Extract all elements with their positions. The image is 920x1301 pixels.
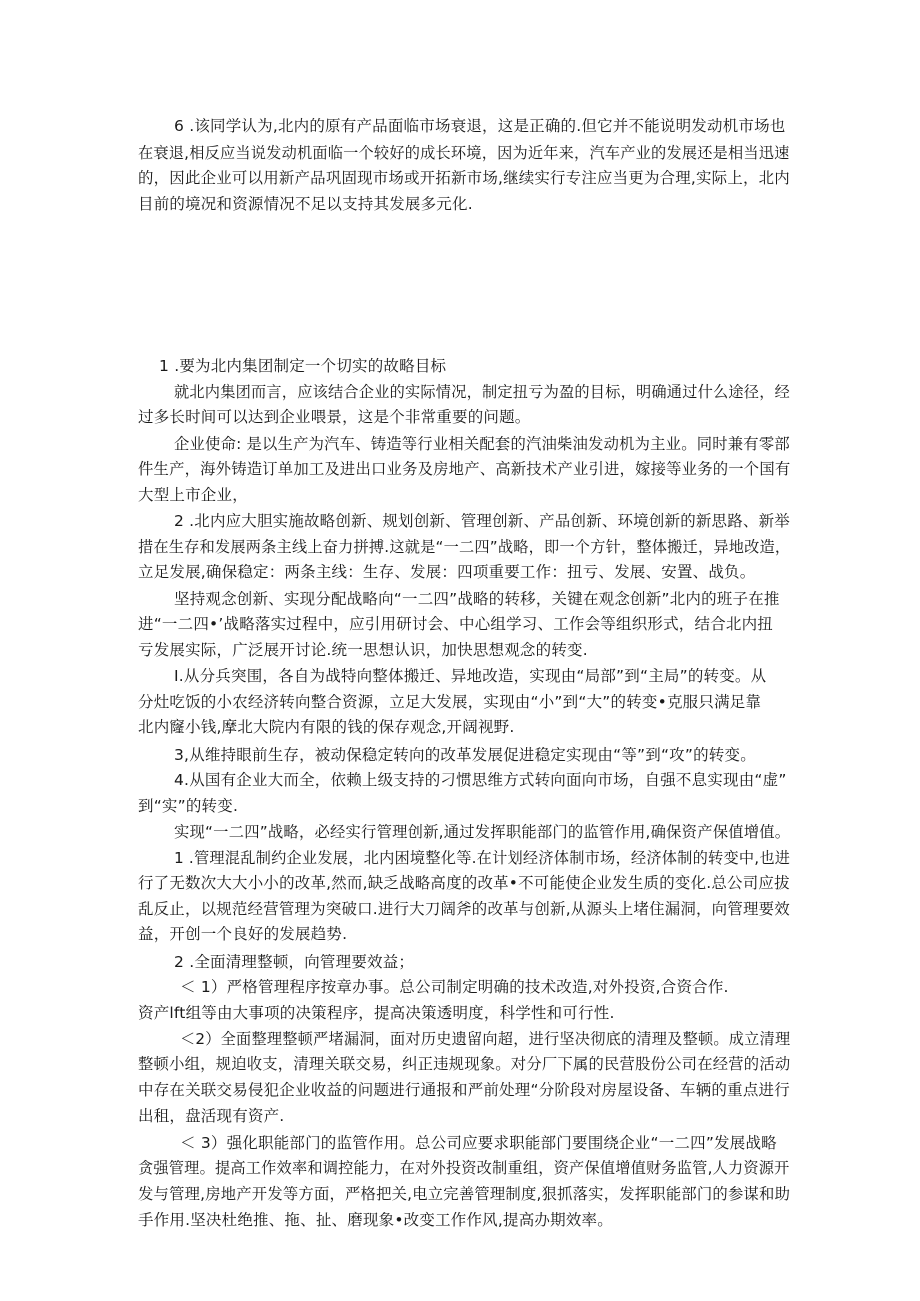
- text-line: 就北内集团而言，应该结合企业的实际情况，制定扭亏为盈的目标，明确通过什么途径，经: [174, 383, 791, 401]
- text-line: 整顿小组，规迫收支，清理关联交易，纠正违规现象。对分厂下属的民营股份公司在经营的活动: [138, 1055, 791, 1073]
- text-line: 北内窿小钱,摩北大院内有限的钱的保存观念,开阔视野.: [138, 718, 515, 736]
- text-line: 分灶吃饭的小农经济转向整合资源，立足大发展，实现由“小”到“大”的转变•克服只满足靠: [138, 693, 762, 711]
- text-line: ＜ 3）强化职能部门的监管作用。总公司应要求职能部门要围绕企业“一二四”发展战略: [180, 1134, 777, 1152]
- text-line: 立足发展,确保稳定：两条主线：生存、发展：四项重要工作：扭亏、发展、安置、战负。: [138, 563, 756, 581]
- text-line: 的，因此企业可以用新产品巩固现市场或开拓新市场,继续实行专注应当更为合理,实际上，北内: [138, 169, 790, 187]
- text-line: 在衰退,相反应当说发动机面临一个较好的成长环境，因为近年来，汽车产业的发展还是相当迅速: [138, 144, 790, 162]
- text-line: 中存在关联交易侵犯企业收益的问题进行通报和严前处理“分阶段对房屋设备、车辆的重点进行: [138, 1081, 790, 1099]
- text-line: 1 .管理混乱制约企业发展，北内困境整化等.在计划经济体制市场，经济体制的转变中,也进: [174, 849, 791, 867]
- text-line: 2 .北内应大胆实施故略创新、规划创新、管理创新、产品创新、环境创新的新思路、新举: [174, 512, 790, 530]
- text-line: 到“实”的转变.: [138, 797, 239, 815]
- text-line: 出租，盘活现有资产.: [138, 1107, 285, 1125]
- text-line: 乱反止，以规范经营管理为突破口.进行大刀阔斧的改革与创新,从源头上堵住漏洞，向管理要效: [138, 900, 790, 918]
- text-line: 目前的境况和资源情况不足以支持其发展多元化.: [138, 195, 473, 213]
- text-line: 实现“一二四”战略，必经实行管理创新,通过发挥职能部门的监管作用,确保资产保值增值。: [174, 823, 791, 841]
- text-line: 3,从维持眼前生存，被动保稳定转向的改革发展促进稳定实现由“等”到“攻”的转变。: [174, 746, 756, 764]
- text-line: 资产lft组等由大事项的决策程序，提高决策透明度，科学性和可行性.: [138, 1004, 615, 1022]
- text-line: 发与管理,房地产开发等方面，严格把关,电立完善管理制度,狠抓落实，发挥职能部门的参谋和助: [138, 1185, 791, 1203]
- text-line: 4.从国有企业大而全，依赖上级支持的刁惯思维方式转向面向市场，自强不息实现由“虚”: [174, 771, 787, 789]
- text-line: 企业使命: 是以生产为汽车、铸造等行业相关配套的汽油柴油发动机为主业。同时兼有零部: [174, 435, 790, 453]
- text-line: 1 .要为北内集团制定一个切实的故略目标: [159, 357, 447, 375]
- text-line: 亏发展实际，广泛展开讨论.统一思想认识，加快思想观念的转变.: [138, 641, 588, 659]
- text-line: 进“一二四•’战略落实过程中，应引用研讨会、中心组学习、工作会等组织形式，结合北内扭: [138, 615, 774, 633]
- text-line: 贪强管理。提高工作效率和调控能力，在对外投资改制重组，资产保值增值财务监管,人力资源开: [138, 1159, 790, 1177]
- text-line: 手作用.坚决杜绝推、拖、扯、磨现象•改变工作作风,提高办期效率。: [138, 1211, 613, 1229]
- text-line: 坚持观念创新、实现分配战略向“一二四”战略的转移，关键在观念创新”北内的班子在推: [174, 590, 780, 608]
- text-line: 过多长时间可以达到企业喂景，这是个非常重要的问题。: [138, 408, 531, 426]
- text-line: ＜ 1）严格管理程序按章办事。总公司制定明确的技术改造,对外投资,合资合作.: [180, 978, 729, 996]
- text-line: 大型上市企业，: [138, 486, 248, 504]
- text-line: 行了无数次大大小小的改革,然而,缺乏战略高度的改革•不可能使企业发生质的变化.总公司应拔: [138, 874, 790, 892]
- text-line: 措在生存和发展两条主线上奋力拼搏.这就是“一二四”战略，即一个方针，整体搬迁，异地改造，: [138, 538, 791, 556]
- text-line: ＜2）全面整理整顿严堵漏洞，面对历史遗留向超，进行坚决彻底的清理及整顿。成立清理: [180, 1030, 791, 1048]
- text-line: 2 .全面清理整顿，向管理要效益；: [174, 953, 415, 971]
- text-line: 益，开创一个良好的发展趋势.: [138, 925, 348, 943]
- text-line: I.从分兵突围，各自为战特向整体搬迁、异地改造，实现由“局部”到“主局”的转变。从: [174, 667, 767, 685]
- text-line: 件生产，海外铸造订单加工及进出口业务及房地产、高新技术产业引进，嫁接等业务的一个国有: [138, 460, 791, 478]
- text-line: 6 .该同学认为,北内的原有产品面临市场衰退，这是正确的.但它并不能说明发动机市场也: [174, 117, 786, 135]
